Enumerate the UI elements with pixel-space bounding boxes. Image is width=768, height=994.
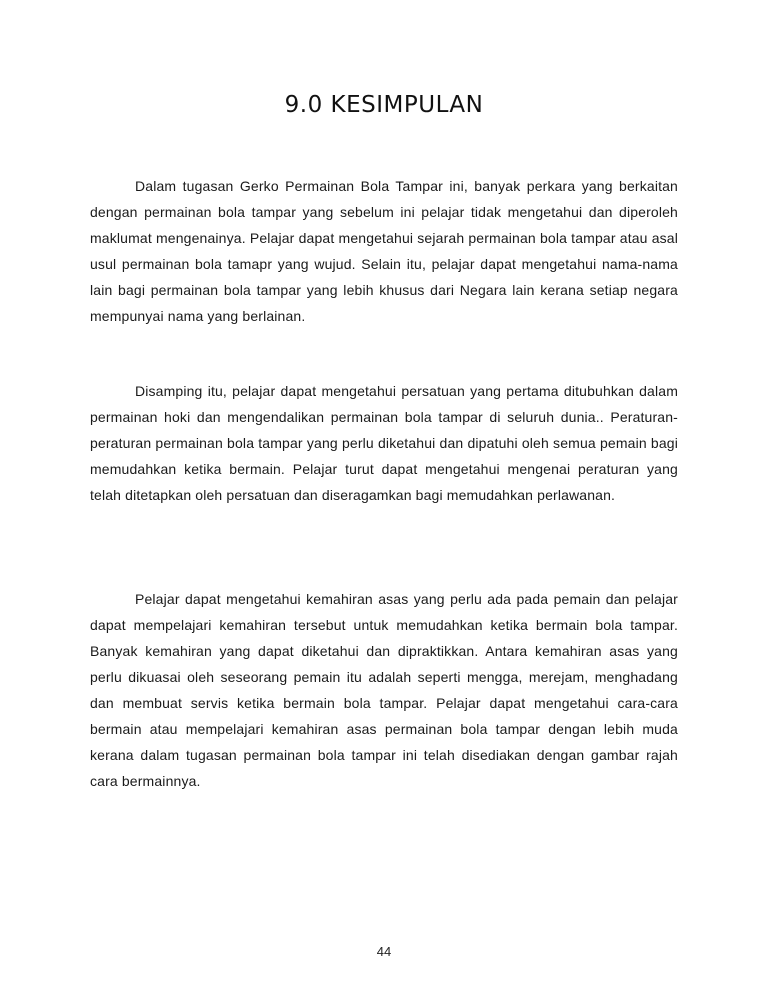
page-number: 44 [376,944,392,959]
paragraph-1: Dalam tugasan Gerko Permainan Bola Tampar ini, banyak perkara yang berkaitan dengan permainan bola tampar yang sebelum ini pelajar tidak mengetahui dan diperoleh maklumat mengenainya. Pelajar dapat mengetahui sejarah permainan bola tampar atau asal usul permainan bola tamapr yang wujud. Selain itu, pelajar dapat mengetahui nama-nama lain bagi permainan bola tampar yang lebih khusus dari Negara lain kerana setiap negara mempunyai nama yang berlainan. [90,178,678,324]
paragraph-2: Disamping itu, pelajar dapat mengetahui persatuan yang pertama ditubuhkan dalam permainan hoki dan mengendalikan permainan bola tampar di seluruh dunia.. Peraturan-peraturan permainan bola tampar yang perlu diketahui dan dipatuhi oleh semua pemain bagi memudahkan ketika bermain. Pelajar turut dapat mengetahui mengenai peraturan yang telah ditetapkan oleh persatuan dan diseragamkan bagi memudahkan perlawanan. [90,383,678,503]
paragraph-3: Pelajar dapat mengetahui kemahiran asas yang perlu ada pada pemain dan pelajar dapat mempelajari kemahiran tersebut untuk memudahkan ketika bermain bola tampar. Banyak kemahiran yang dapat diketahui dan dipraktikkan. Antara kemahiran asas yang perlu dikuasai oleh seseorang pemain itu adalah seperti mengga, merejam, menghadang dan membuat servis ketika bermain bola tampar. Pelajar dapat mengetahui cara-cara bermain atau mempelajari kemahiran asas permainan bola tampar dengan lebih muda kerana dalam tugasan permainan bola tampar ini telah disediakan dengan gambar rajah cara bermainnya. [90,591,678,789]
section-title: 9.0 KESIMPULAN [284,92,484,118]
